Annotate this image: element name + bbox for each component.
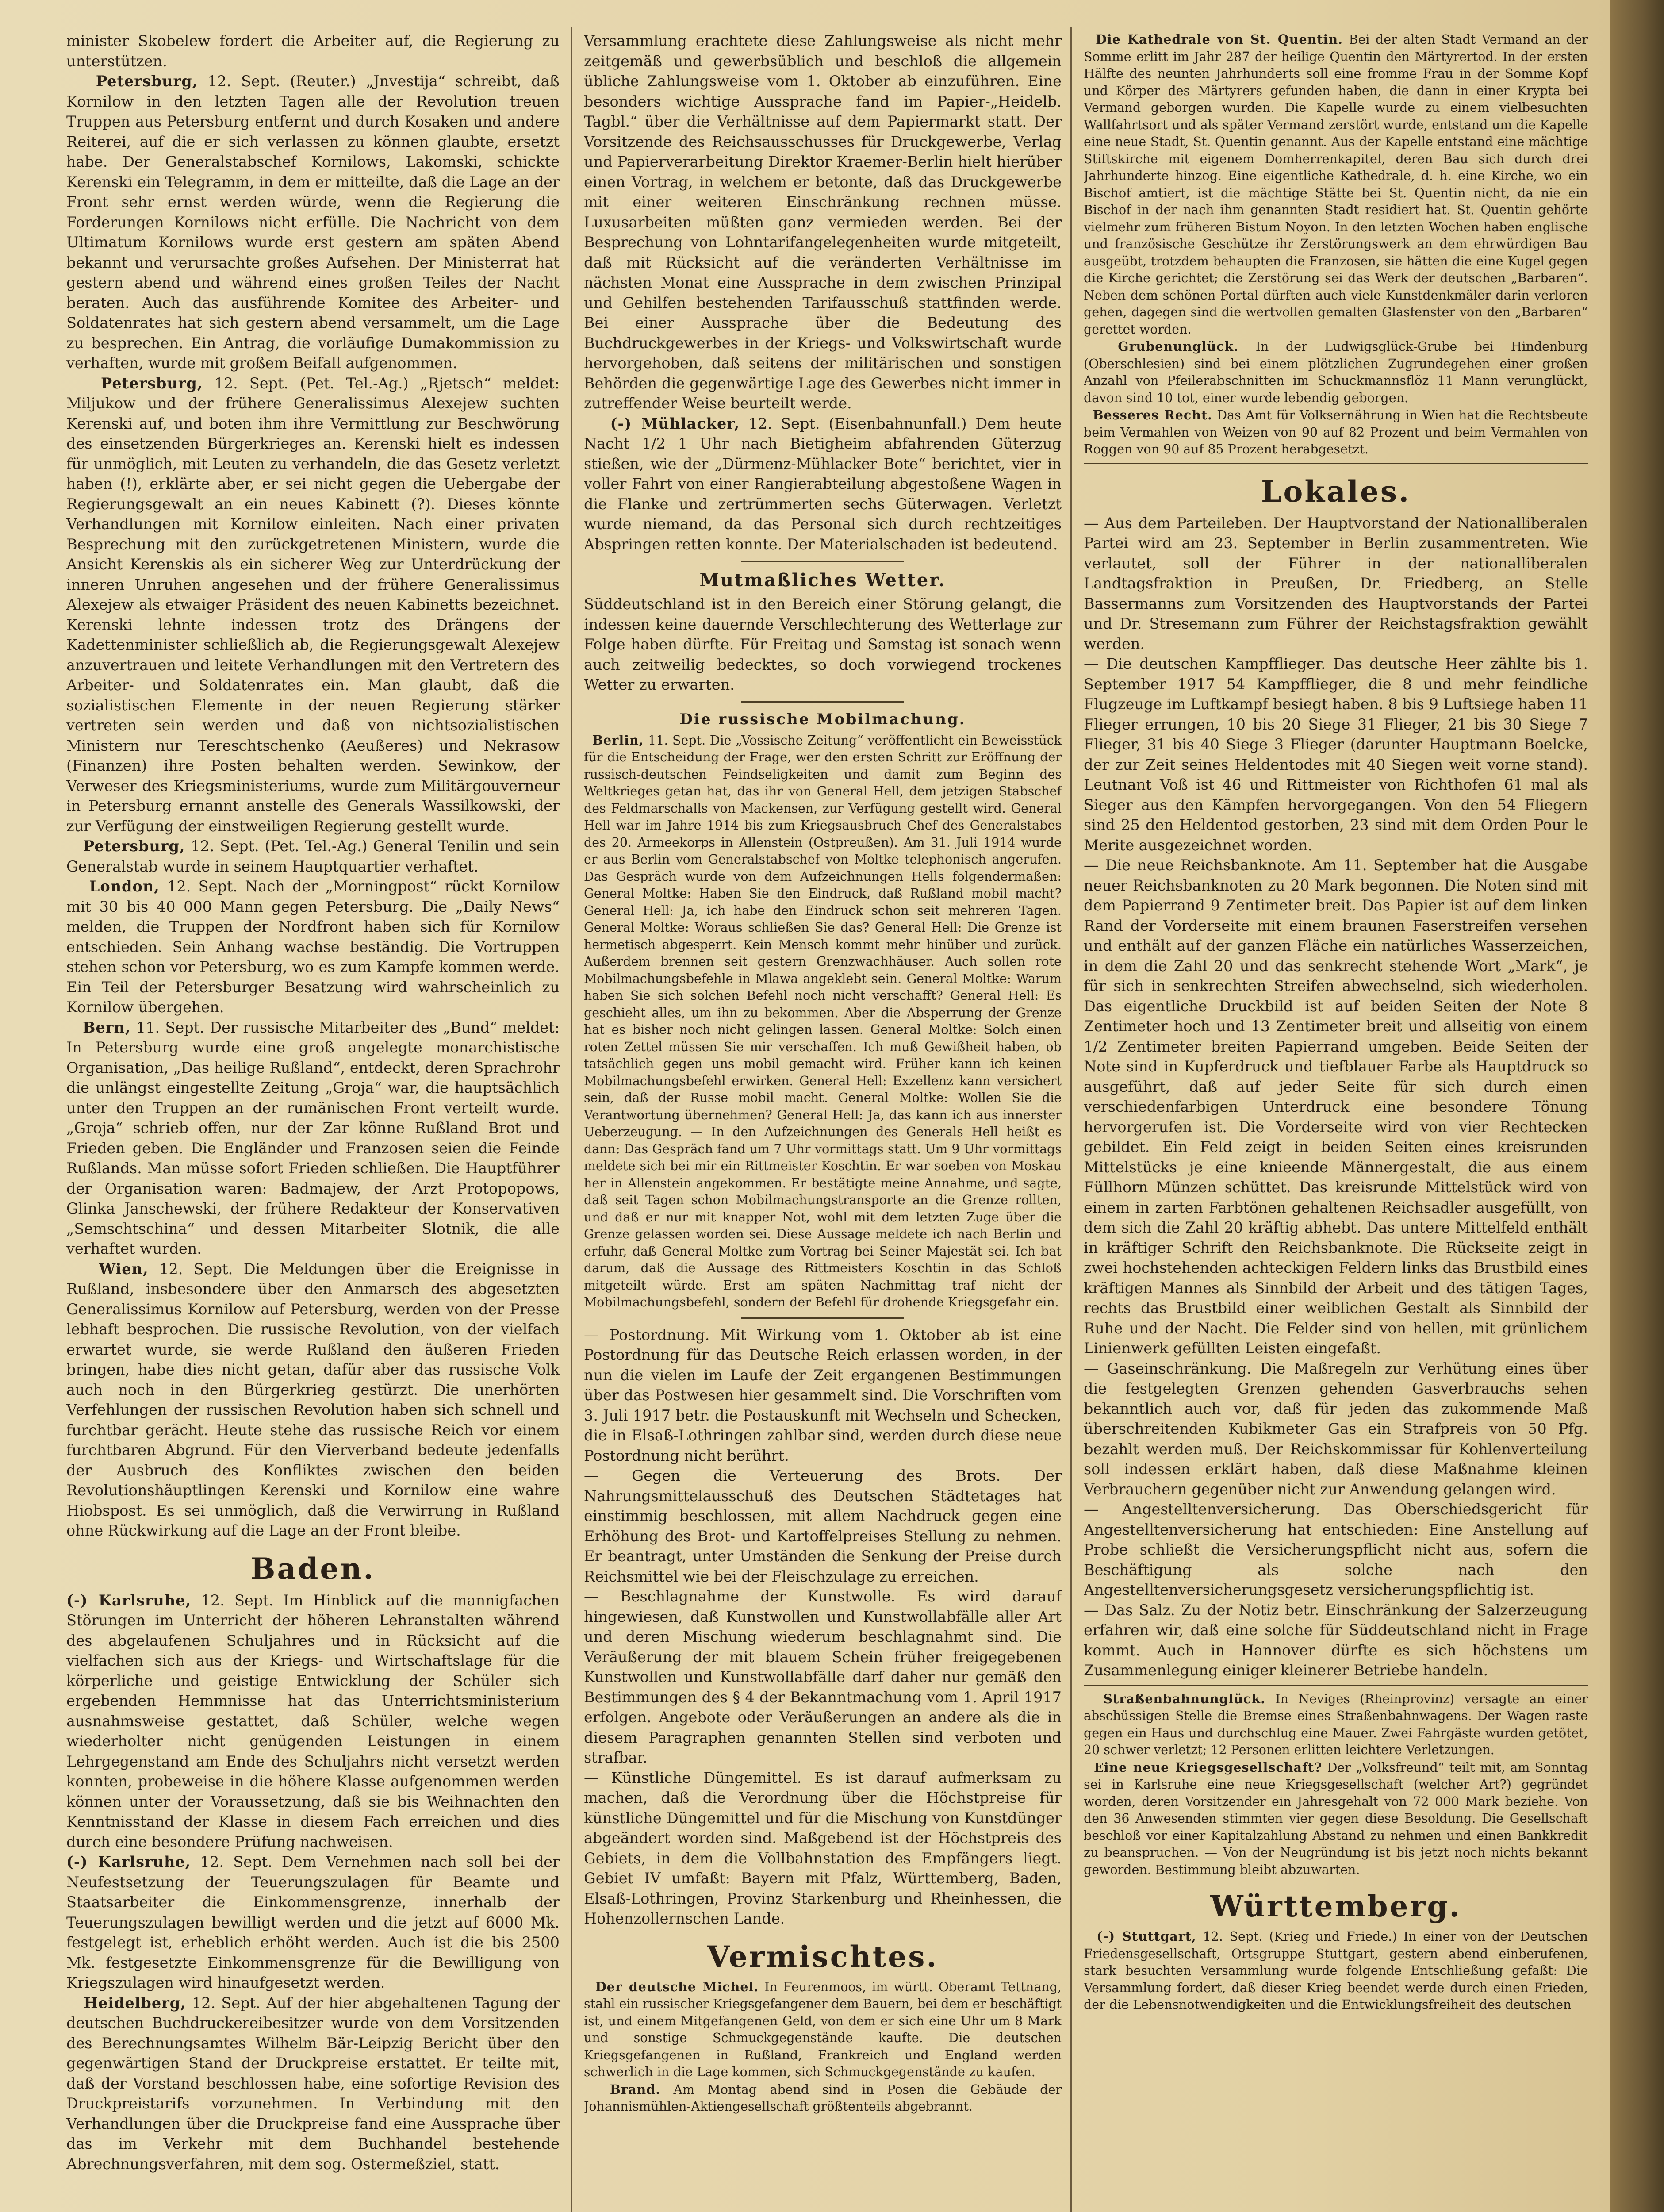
article-weather: Süddeutschland ist in den Bereich einer Störung gelangt, die indessen keine dauernde Verschlechterung des Wetterlage zur Folge haben dürfte. Für Freitag und Samstag ist sonach wenn auch zeitweilig bedecktes, so doch vorwiegend trockenes Wetter zu erwarten.: [584, 595, 1062, 693]
column-3: [1084, 31, 1588, 2212]
article-body: Der „Volksfreund“ teilt mit, am Sonntag sei in Karlsruhe eine neue Kriegsgesellschaft (welcher Art?) gegründet worden, deren Vorsitzender ein Jahresgehalt von 72 000 Mark beziehe. Von den 36 Anwesenden stimmten vier gegen diese Besoldung. Die Gesellschaft beschloß vor einer Kapitalzahlung Abstand zu nehmen und einen Bankkredit zu beanspruchen. — Von der Neugründung ist bis jetzt noch nichts bekannt geworden. Bestimmung bleibt abzuwarten.: [1084, 1760, 1588, 1877]
article-body: 11. Sept. Die „Vossische Zeitung“ veröffentlicht ein Beweisstück für die Entscheidung der Frage, wer den ersten Schritt zur Eröffnung der russisch-deutschen Feindseligkeiten und damit zum Beginn des Weltkrieges getan hat, das ihr von General Hell, dem jetzigen Stabschef des Feldmarschalls von Mackensen, zur Verfügung gestellt wird. General Hell war im Jahre 1914 bis zum Kriegsausbruch Chef des Generalstabes des 20. Armeekorps in Allenstein (Ostpreußen). Am 31. Juli 1914 wurde er aus Berlin vom Generalstabschef von Moltke telephonisch angerufen. Das Gespräch wurde von dem Aufzeichnungen Hells folgendermaßen: General Moltke: Haben Sie den Eindruck, daß Rußland mobil macht? General Hell: Ja, ich habe den Eindruck schon seit mehreren Tagen. General Moltke: Woraus schließen Sie das? General Hell: Die Grenze ist hermetisch abgesperrt. Kein Mensch kommt mehr hinüber und zurück. Außerdem brennen seit gestern Grenzwachhäuser. Auch sollen rote Mobilmachungsbefehle in Mlawa angeklebt sein. General Moltke: Warum haben Sie sich solchen Befehl noch nicht verschafft? General Hell: Es geschieht alles, um ihn zu bekommen. Aber die Absperrung der Grenze hat es bisher noch nicht gelingen lassen. General Moltke: Solch einen roten Zettel müssen Sie mir verschaffen. Ich muß Gewißheit haben, ob tatsächlich gegen uns mobil gemacht wird. Früher kann ich keinen Mobilmachungsbefehl erwirken. General Hell: Exzellenz kann versichert sein, daß der Russe mobil macht. General Moltke: Wollen Sie die Verantwortung übernehmen? General Hell: Ja, das kann ich aus innerster Ueberzeugung. — In den Aufzeichnungen des Generals Hell heißt es dann: Das Gespräch fand um 7 Uhr vormittags statt. Um 9 Uhr vormittags meldete sich bei mir ein Rittmeister Koschtin. Er war soeben von Moskau her in Allenstein angekommen. Er bestätigte meine Annahme, und sagte, daß seit Tagen schon Mobilmachungstransporte an die Grenze rollten, und daß er nur mit knapper Not, wohl mit dem letzten Zuge über die Grenze gelassen worden sei. Diese Aussage meldete ich nach Berlin und erfuhr, daß General Moltke zum Vortrag bei Seiner Majestät sei. Ich bat darum, daß die Aussage des Rittmeisters Koschtin in das Schloß mitgeteilt würde. Erst am späten Nachmittag traf nicht der Mobilmachungsbefehl, sondern der Befehl für drohende Kriegsgefahr ein.: [584, 733, 1062, 1310]
dateline: Petersburg,: [83, 837, 185, 855]
dateline: (-) Mühlacker,: [610, 415, 740, 432]
article-body: 11. Sept. Der russische Mitarbeiter des „Bund“ meldet: In Petersburg wurde eine groß angelegte monarchistische Organisation, „Das heilige Rußland“, entdeckt, deren Sprachrohr die unlängst eingestellte Zeitung „Groja“ war, die hauptsächlich unter den Truppen an der rumänischen Front verteilt wurde. „Groja“ schrieb offen, nur der Zar könne Rußland Brot und Frieden geben. Die Engländer und Franzosen seien die Feinde Rußlands. Man müsse sofort Frieden schließen. Die Hauptführer der Organisation waren: Badmajew, der Arzt Protopopows, Glinka Janschewski, der frühere Redakteur der Konservativen „Semschtschina“ und dessen Mitarbeiter Slotnik, die alle verhaftet wurden.: [66, 1018, 560, 1257]
divider: [1084, 463, 1588, 464]
article-parteileben: — Aus dem Parteileben. Der Hauptvorstand der Nationalliberalen Partei wird am 23. September in Berlin zusammentreten. Wie verlautet, soll der Führer in der nationalliberalen Landtagsfraktion in Preußen, Dr. Friedberg, an Stelle Bassermanns zum Vorsitzenden des Hauptvorstands der Partei und Dr. Stresemann zum Führer der Reichstagsfraktion gewählt werden.: [1084, 514, 1588, 653]
article-body: 12. Sept. (Eisenbahnunfall.) Dem heute Nacht 1/2 1 Uhr nach Bietigheim abfahrenden Güterzug stießen, wie der „Dürmenz-Mühlacker Bote“ berichtet, vier in voller Fahrt von einer Rangierabteilung abgestoßene Wagen in die Flanke und zertrümmerten sechs Güterwagen. Verletzt wurde niemand, da das Personal sich durch rechtzeitiges Abspringen retten konnte. Der Materialschaden ist bedeutend.: [584, 415, 1062, 553]
article-salz: — Das Salz. Zu der Notiz betr. Einschränkung der Salzerzeugung erfahren wir, daß eine solche für Süddeutschland nicht in Frage kommt. Auch in Hannover dürfte es sich höchstens um Zusammenlegung einiger kleinerer Betriebe handeln.: [1084, 1601, 1588, 1679]
article-body: 12. Sept. (Krieg und Friede.) In einer von der Deutschen Friedensgesellschaft, Ortsgruppe Stuttgart, gestern abend einberufenen, stark besuchten Versammlung wurde folgende Entschließung gefaßt: Die Versammlung fordert, daß dieser Krieg beendet werde durch einen Frieden, der die Lebensnotwendigkeiten und die Entwicklungsfreiheit des deutschen: [1084, 1929, 1588, 2012]
article-muehlacker: [584, 414, 1062, 555]
article-kriegsgesellschaft: [1084, 1759, 1588, 1879]
article-karlsruhe-2: [66, 1852, 560, 1993]
article-michel: [584, 1978, 1062, 2081]
article-brand: [584, 2081, 1062, 2116]
article-body: 12. Sept. Im Hinblick auf die mannigfachen Störungen im Unterricht der höheren Lehranstalten während des abgelaufenen Schuljahres und in Rücksicht auf die vielfachen sich aus der Kriegs- und Wirtschaftslage für die körperliche und geistige Entwicklung der Schüler sich ergebenden Hemmnisse hat das Unterrichtsministerium ausnahmsweise gestattet, daß Schüler, welche wegen wiederholter nicht genügenden Leistungen in einem Lehrgegenstand am Ende des Schuljahrs nicht versetzt werden konnten, probeweise in die höhere Klasse aufgenommen werden können unter der Voraussetzung, daß sie bis Weihnachten den Kenntnisstand der Klasse in diesem Fach erreichen und dies durch eine besondere Prüfung nachweisen.: [66, 1591, 560, 1851]
article-reichsbanknote: — Die neue Reichsbanknote. Am 11. September hat die Ausgabe neuer Reichsbanknoten zu 20 Mark begonnen. Die Noten sind mit dem Papierrand 9 Zentimeter breit. Das Papier ist auf dem linken Rand der Vorderseite mit einem braunen Faserstreifen versehen und enthält auf der ganzen Fläche ein natürliches Wasserzeichen, in dem die Zahl 20 und das senkrecht stehende Wort „Mark“, je für sich in senkrechten Streifen abwechselnd, sich wiederholen. Das eigentliche Druckbild ist auf beiden Seiten der Note 8 Zentimeter hoch und 13 Zentimeter breit und allseitig von einem 1/2 Zentimeter breiten Papierrand umgeben. Beide Seiten der Note sind in Kupferdruck und tiefblauer Farbe als Hauptdruck so ausgeführt, daß auf jeder Seite für sich durch einen verschiedenfarbigen Unterdruck eine besondere Tönung hervorgerufen ist. Die Vorderseite wird von vier Rechtecken gebildet. Ein Feld zeigt in beiden Seiten eines kreisrunden Mittelstücks je eine knieende Männergestalt, die aus einem Füllhorn Münzen schüttet. Das kreisrunde Mittelstück wird von einem in zarten Farbtönen gehaltenen Reichsadler ausgefüllt, von dem sich die Zahl 20 kräftig abhebt. Das untere Mittelfeld enthält in kräftiger Schrift den Reichsbanknote. Die Rückseite zeigt in zwei hochstehenden achteckigen Feldern links das Brustbild eines kräftigen Mannes als Sinnbild der Arbeit und des tätigen Tages, rechts das Brustbild einer weiblichen Gestalt als Sinnbild der Ruhe und der Nacht. Die Felder sind von hellen, mit grünlichem Linienwerk gefüllten Leisten eingefaßt.: [1084, 856, 1588, 1357]
dateline: London,: [89, 878, 160, 895]
article-body: 12. Sept. (Reuter.) „Jnvestija“ schreibt, daß Kornilow in den letzten Tagen alle der Revolution treuen Truppen aus Petersburg entfernt und durch Kosaken und andere Reiterei, auf die er sich verlassen zu können glaubte, ersetzt habe. Der Generalstabschef Kornilows, Lakomski, schickte Kerenski ein Telegramm, in dem er mitteilte, daß die Lage an der Front sehr ernst werden würde, wenn die Regierung die Forderungen Kornilows nicht erfülle. Die Nachricht von dem Ultimatum Kornilows wurde erst gestern am späten Abend bekannt und verursachte großes Aufsehen. Der Ministerrat hat gestern abend und während eines großen Teiles der Nacht beraten. Auch das ausführende Komitee des Arbeiter- und Soldatenrates hat sich gestern abend versammelt, um die Lage zu besprechen. Ein Antrag, die vorläufige Dumakommission zu verhaften, wurde mit großem Beifall aufgenommen.: [66, 73, 560, 372]
article-besseres-recht: [1084, 407, 1588, 458]
dateline: Grubenunglück.: [1118, 339, 1239, 354]
dateline: Petersburg,: [96, 73, 198, 90]
dateline: (-) Karlsruhe,: [66, 1853, 191, 1870]
article-brot: — Gegen die Verteuerung des Brots. Der Nahrungsmittelausschuß des Deutschen Städtetages hat einstimmig beschlossen, mit allem Nachdruck gegen eine Erhöhung des Brot- und Kartoffelpreises Stellung zu nehmen. Er beantragt, unter Umständen die Senkung der Preise durch Reichsmittel wie bei der Fleischzulage zu erreichen.: [584, 1467, 1062, 1585]
article-body: In Feurenmoos, im württ. Oberamt Tettnang, stahl ein russischer Kriegsgefangener dem Bauern, bei dem er beschäftigt ist, und einem Mitgefangenen Geld, von dem er sich eine Uhr um 8 Mark und sonstige Schmuckgegenstände kaufte. Die deutschen Kriegsgefangenen in Rußland, Frankreich und England werden schwerlich in die Lage kommen, sich Schmuckgegenstände zu kaufen.: [584, 1979, 1062, 2079]
column-1: [66, 31, 560, 2212]
article-london: [66, 876, 560, 1018]
article-gaseinschraenkung: — Gaseinschränkung. Die Maßregeln zur Verhütung eines über die festgelegten Grenzen gehenden Gasverbrauchs sehen bekanntlich auch vor, daß für jeden das zukommende Maß überschreitenden Kubikmeter Gas ein Strafpreis von 50 Pfg. bezahlt werden muß. Der Reichskommissar für Kohlenverteilung soll indessen erklärt haben, daß diese Maßnahme kleinen Verbrauchern gegenüber nicht zur Anwendung gelangen wird.: [1084, 1359, 1588, 1498]
article-petersburg-2: [66, 373, 560, 837]
article-heidelberg: [66, 1993, 560, 2174]
article-duengemittel: — Künstliche Düngemittel. Es ist darauf aufmerksam zu machen, daß die Verordnung über die Höchstpreise für künstliche Düngemittel und für die Mischung von Kunstdünger abgeändert worden sind. Maßgebend ist der Höchstpreis des Gebiets, in dem die Vollbahnstation des Empfängers liegt. Gebiet IV umfaßt: Bayern mit Pfalz, Württemberg, Baden, Elsaß-Lothringen, Provinz Starkenburg und Rheinhessen, die Hohenzollernschen Lande.: [584, 1769, 1062, 1927]
section-heading-baden: Baden.: [250, 1551, 376, 1586]
column-2: [584, 31, 1062, 2212]
article-body: 12. Sept. Die Meldungen über die Ereignisse in Rußland, insbesondere über den Anmarsch des abgesetzten Generalissimus Kornilow auf Petersburg, werden von der Presse lebhaft besprochen. Die russische Revolution, von der vielfach erwartet wurde, sie werde Rußland den äußeren Frieden bringen, habe dies nicht getan, dafür aber das russische Volk auch noch in den Bürgerkrieg gestürzt. Die unerhörten Verfehlungen der russischen Revolution haben sich schnell und furchtbar gerächt. Heute stehe das russische Reich vor einem furchtbaren Abgrund. Für den Vierverband bedeute jedenfalls der Ausbruch des Konfliktes zwischen den beiden Revolutionshäuptlingen Kerenski und Kornilow eine wahre Hiobspost. Es sei unmöglich, daß die Verwirrung in Rußland ohne Rückwirkung auf die Lage an der Front bleibe.: [66, 1260, 560, 1539]
heading-weather: Mutmaßliches Wetter.: [699, 570, 946, 591]
divider: [741, 561, 904, 562]
article-angestelltenversicherung: — Angestelltenversicherung. Das Oberschiedsgericht für Angestelltenversicherung hat entschieden: Eine Anstellung auf Probe schließt die Versicherungspflicht nicht aus, sofern die Beschäftigung als solche nach den Angestelltenversicherungsgesetz versicherungspflichtig ist.: [1084, 1501, 1588, 1598]
dateline: Der deutsche Michel.: [595, 1979, 759, 1994]
article-quentin: [1084, 31, 1588, 338]
divider: [741, 1317, 904, 1319]
dateline: Brand.: [610, 2081, 661, 2097]
divider: [1084, 1685, 1588, 1686]
page-edge: [1610, 0, 1664, 2212]
article-body: In der Ludwigsglück-Grube bei Hindenburg (Oberschlesien) sind bei einem plötzlichen Zugrundegehen einer großen Anzahl von Pfeilerabschnitten im Schuckmannsflöz 11 Mann verunglückt, davon sind 10 tot, einer wurde lebendig geborgen.: [1084, 339, 1588, 405]
dateline: (-) Karlsruhe,: [66, 1591, 192, 1609]
section-heading-vermischtes: Vermischtes.: [707, 1939, 939, 1974]
article-strassenbahnunglueck: [1084, 1690, 1588, 1759]
dateline: Petersburg,: [101, 374, 203, 392]
article-body: 12. Sept. (Pet. Tel.-Ag.) „Rjetsch“ meldet: Miljukow und der frühere Generalissimus Alexejew suchten Kerenski auf, und boten ihm ihre Vermittlung zur Beschwörung des einsetzenden Bürgerkrieges an. Kerenski hielt es indessen für unmöglich, mit Leuten zu verhandeln, die das Gesetz verletzt haben (!), erklärte aber, er sei nicht gegen die Uebergabe der Regierungsgewalt an ein neues Kabinett (?). Dieses könnte Verhandlungen mit Kornilow einleiten. Nach einer privaten Besprechung mit den zurückgetretenen Ministern, wurde die Ansicht Kerenskis als ein sicherer Weg zur Unterdrückung der inneren Unruhen angesehen und der frühere Generalissimus Alexejew als etwaiger Präsident des neuen Kabinetts bezeichnet. Kerenski lehnte indessen trotz des Drängens der Kadettenminister schließlich ab, die Regierungsgewalt Alexejew anzuvertrauen und leitete Verhandlungen mit den Vertretern des Arbeiter- und Soldatenrates ein. Man glaubt, daß die sozialistischen Elemente in der neuen Regierung stärker vertreten sein werden und daß von nichtsozialistischen Ministern nur Tereschtschenko (Aeußeres) und Nekrasow (Finanzen) ihre Posten behalten werden. Sewinkow, der Verweser des Kriegsministeriums, wurde zum Militärgouverneur in Petersburg ernannt anstelle des Generals Wassilkowski, der zur Verfügung der einstweiligen Regierung gestellt wurde.: [66, 374, 560, 835]
heading-mobilization: Die russische Mobilmachung.: [679, 710, 966, 728]
article-mobilization: [584, 732, 1062, 1311]
article-body: 12. Sept. Nach der „Morningpost“ rückt Kornilow mit 30 bis 40 000 Mann gegen Petersburg. Die „Daily News“ melden, die Truppen der Nordfront haben sich für Kornilow entschieden. Sein Anhang wachse beständig. Die Vortruppen stehen schon vor Petersburg, wo es zum Kampfe kommen werde. Ein Teil der Petersburger Besatzung wird wahrscheinlich zu Kornilow übergehen.: [66, 878, 560, 1016]
column-rule-2: [1070, 27, 1072, 2212]
dateline: Wien,: [99, 1260, 149, 1278]
section-heading-wuerttemberg: Württemberg.: [1210, 1889, 1461, 1924]
article-grubenunglueck: [1084, 338, 1588, 407]
divider: [741, 701, 904, 703]
article-petersburg-3: [66, 836, 560, 876]
article-stuttgart: [1084, 1928, 1588, 2014]
dateline: Straßenbahnunglück.: [1103, 1691, 1266, 1706]
article-kampfflieger: — Die deutschen Kampfflieger. Das deutsche Heer zählte bis 1. September 1917 54 Kampfflieger, die 8 und mehr feindliche Flugzeuge im Luftkampf besiegt haben. 8 bis 9 Luftsiege haben 11 Flieger errungen, 10 bis 20 Siege 31 Flieger, 21 bis 30 Siege 7 Flieger, 31 bis 40 Siege 3 Flieger (darunter Hauptmann Boelcke, der zur Zeit seines Heldentodes mit 40 Siegen weit vorne stand). Leutnant Voß ist 46 und Rittmeister von Richthofen 61 mal als Sieger aus den Kämpfen hervorgegangen. Von den 54 Fliegern sind 25 den Heldentod gestorben, 23 sind mit dem Orden Pour le Merite ausgezeichnet worden.: [1084, 655, 1588, 854]
dateline: Besseres Recht.: [1093, 407, 1213, 422]
dateline: Eine neue Kriegsgesellschaft?: [1093, 1759, 1323, 1775]
article-intro-continuation: minister Skobelew fordert die Arbeiter auf, die Regierung zu unterstützen.: [66, 32, 560, 70]
dateline: Bern,: [83, 1018, 131, 1036]
article-body: Am Montag abend sind in Posen die Gebäude der Johannismühlen-Aktiengesellschaft größtenteils abgebrannt.: [584, 2082, 1062, 2114]
dateline: Heidelberg,: [84, 1994, 186, 2012]
article-karlsruhe-1: [66, 1590, 560, 1852]
article-body: Bei der alten Stadt Vermand an der Somme erlitt im Jahr 287 der heilige Quentin den Märtyrertod. In der ersten Hälfte des neunten Jahrhunderts soll eine fromme Frau in der Somme Kopf und Körper des Märtyrers gefunden haben, die dann in einer Krypta bei Vermand geborgen wurden. Die Kapelle wurde zu einem vielbesuchten Wallfahrtsort und als später Vermand zerstört wurde, entstand um die Kapelle eine neue Stadt, St. Quentin genannt. Aus der Kapelle entstand eine mächtige Stiftskirche mit eigenem Domherrenkapitel, deren Bau sich durch drei Jahrhunderte hinzog. Eine eigentliche Kathedrale, d. h. eine Kirche, wo ein Bischof amtiert, ist die mächtige Stätte bei St. Quentin nicht, da nie ein Bischof in der nach ihm genannten Stadt residiert hat. St. Quentin gehörte vielmehr zum früheren Bistum Noyon. In den letzten Wochen haben englische und französische Geschütze ihr Zerstörungswerk an dem ehrwürdigen Bau ausgeübt, trotzdem behaupten die Franzosen, sie hätten die eine Kugel gegen die Kirche gerichtet; die Zerstörung sei das Werk der deutschen „Barbaren“. Neben dem schönen Portal dürften auch viele Kunstdenkmäler darin verloren gehen, dagegen sind die wertvollen gemalten Glasfenster von den „Barbaren“ gerettet worden.: [1084, 32, 1588, 337]
article-wien: [66, 1259, 560, 1541]
article-kunstwolle: — Beschlagnahme der Kunstwolle. Es wird darauf hingewiesen, daß Kunstwollen und Kunstwollabfälle aller Art und deren Mischung wiederum beschlagnahmt sind. Die Veräußerung der mit blauem Schein früher freigegebenen Kunstwollen und Kunstwollabfälle darf daher nur gemäß den Bestimmungen des § 4 der Bekanntmachung vom 1. April 1917 erfolgen. Angebote oder Veräußerungen an andere als die in diesem Paragraphen genannten Stellen sind verboten und strafbar.: [584, 1588, 1062, 1766]
article-body: In Neviges (Rheinprovinz) versagte an einer abschüssigen Stelle die Bremse eines Straßenbahnwagens. Der Wagen raste gegen ein Haus und durchschlug eine Mauer. Zwei Fahrgäste wurden getötet, 20 schwer verletzt; 12 Personen erlitten leichtere Verletzungen.: [1084, 1691, 1588, 1757]
article-bern: [66, 1018, 560, 1259]
dateline: (-) Stuttgart,: [1097, 1929, 1196, 1944]
article-postordnung: — Postordnung. Mit Wirkung vom 1. Oktober ab ist eine Postordnung für das Deutsche Reich erlassen worden, in der nun die vielen im Laufe der Zeit ergangenen Bestimmungen über das Postwesen hier gesammelt sind. Die Vorschriften vom 3. Juli 1917 betr. die Postauskunft mit Wechseln und Schecken, die in Elsaß-Lothringen zahlbar sind, werden durch diese neue Postordnung nicht berührt.: [584, 1326, 1062, 1464]
article-body: 12. Sept. Auf der hier abgehaltenen Tagung der deutschen Buchdruckereibesitzer wurde von dem Vorsitzenden des Berechnungsamtes Wilhelm Bär-Leipzig Bericht über den gegenwärtigen Stand der Druckpreise erstattet. Er teilte mit, daß der Vorstand beschlossen habe, eine sofortige Revision des Druckpreistarifs vorzunehmen. In Verbindung mit den Verhandlungen über die Druckpreise fand eine Aussprache über das im Verkehr mit dem Buchhandel bestehende Abrechnungsverfahren, mit dem sog. Ostermeßziel, statt.: [66, 1994, 560, 2173]
section-heading-lokales: Lokales.: [1261, 474, 1411, 509]
article-body: 12. Sept. Dem Vernehmen nach soll bei der Neufestsetzung der Teuerungszulagen für Beamte und Staatsarbeiter die Einkommensgrenze, innerhalb der Teuerungszulagen bewilligt werden und die jetzt auf 6000 Mk. festgelegt ist, erheblich erhöht werden. Auch ist die bis 2500 Mk. festgesetzte Einkommensgrenze für die Bewilligung von Kriegszulagen wird hinaufgesetzt werden.: [66, 1853, 560, 1991]
dateline: Berlin,: [592, 732, 644, 748]
dateline: Die Kathedrale von St. Quentin.: [1096, 32, 1343, 47]
article-body: Das Amt für Volksernährung in Wien hat die Rechtsbeute beim Vermahlen von Weizen von 90 auf 82 Prozent und beim Vermahlen von Roggen von 90 auf 85 Prozent herabgesetzt.: [1084, 408, 1588, 457]
article-petersburg-1: [66, 71, 560, 373]
column-rule-1: [571, 27, 572, 2212]
article-body: 12. Sept. (Pet. Tel.-Ag.) General Tenilin und sein Generalstab wurde in seinem Hauptquartier verhaftet.: [66, 837, 560, 875]
article-heidelberg-continuation: Versammlung erachtete diese Zahlungsweise als nicht mehr zeitgemäß und gewerbsüblich und beschloß die allgemein übliche Zahlungsweise vom 1. Oktober ab einzuführen. Eine besonders wichtige Aussprache fand im Papier-„Heidelb. Tagbl.“ über die Verhältnisse auf dem Papiermarkt statt. Der Vorsitzende des Reichsausschusses für Druckgewerbe, Verlag und Papierverarbeitung Direktor Kraemer-Berlin hielt hierüber einen Vortrag, in welchem er betonte, daß das Druckgewerbe mit einer weiteren Einschränkung rechnen müsse. Luxusarbeiten müßten ganz vermieden werden. Bei der Besprechung von Lohntarifangelegenheiten wurde mitgeteilt, daß mit Rücksicht auf die veränderten Verhältnisse im nächsten Monat eine Aussprache in dem zwischen Prinzipal und Gehilfen bestehenden Tarifausschuß stattfinden werde. Bei einer Aussprache über die Bedeutung des Buchdruckgewerbes in der Kriegs- und Volkswirtschaft wurde hervorgehoben, daß seitens der militärischen und sonstigen Behörden die gegenwärtige Lage des Gewerbes nicht immer in zutreffender Weise beurteilt werde.: [584, 32, 1062, 412]
